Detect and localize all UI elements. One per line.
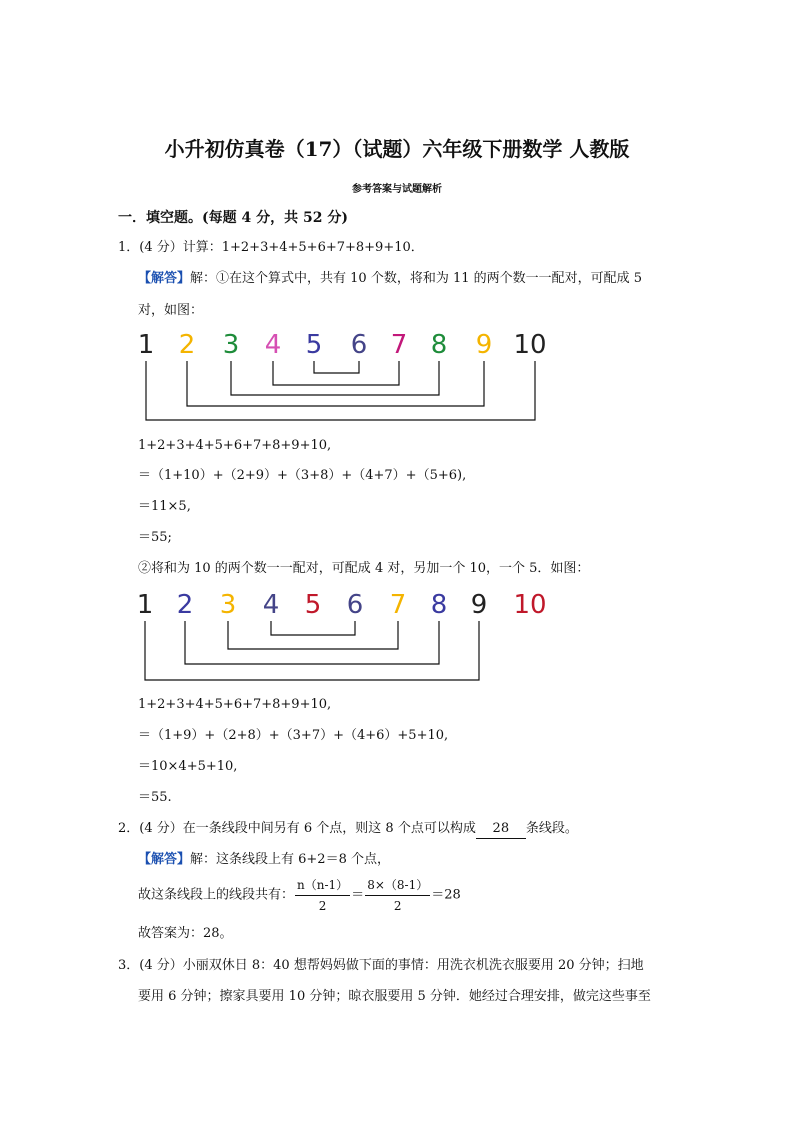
formula-prefix: 故这条线段上的线段共有： bbox=[138, 887, 295, 903]
q1-calc2-line4: ＝55. bbox=[138, 790, 172, 805]
diagram2-number-1: 1 bbox=[136, 590, 154, 620]
diagram2-number-8: 8 bbox=[430, 590, 448, 620]
answer-tag: 【解答】 bbox=[138, 852, 191, 867]
diagram2-number-9: 9 bbox=[470, 590, 488, 620]
q2-prompt-text: 2．(4 分）在一条线段中间另有 6 个点，则这 8 个点可以构成 bbox=[118, 821, 476, 836]
diagram1-number-1: 1 bbox=[137, 330, 155, 360]
diagram2-number-4: 4 bbox=[262, 590, 280, 620]
pair-line-1-10 bbox=[146, 361, 535, 420]
q1-answer-line3: ②将和为 10 的两个数一一配对，可配成 4 对，另加一个 10，一个 5．如图： bbox=[138, 561, 590, 576]
diagram1-number-5: 5 bbox=[305, 330, 323, 360]
page-subtitle: 参考答案与试题解析 bbox=[352, 184, 442, 195]
diagram2-number-3: 3 bbox=[219, 590, 237, 620]
diagram1-number-10: 10 bbox=[513, 330, 547, 360]
diagram1-number-4: 4 bbox=[264, 330, 282, 360]
section-heading: 一．填空题。(每题 4 分，共 52 分) bbox=[118, 210, 348, 226]
q2-answer-line1 bbox=[138, 851, 390, 869]
diagram2-number-7: 7 bbox=[389, 590, 407, 620]
diagram1-number-9: 9 bbox=[475, 330, 493, 360]
diagram1-number-6: 6 bbox=[350, 330, 368, 360]
q2-formula bbox=[138, 876, 461, 915]
diagram1-number-7: 7 bbox=[390, 330, 408, 360]
formula-result: ＝28 bbox=[431, 887, 461, 903]
q2-prompt bbox=[118, 820, 578, 839]
fraction-specific: $\frac{8\times(8-1)}{2}$ bbox=[367, 878, 429, 913]
q3-line1: 3．(4 分）小丽双休日 8：40 想帮妈妈做下面的事情：用洗衣机洗衣服要用 20 分钟；扫地 bbox=[118, 958, 644, 973]
fraction-general: $\frac{n(n-1)}{2}$ bbox=[297, 878, 349, 913]
q1-answer-line1 bbox=[138, 270, 642, 288]
pairing-diagram-2 bbox=[130, 585, 560, 685]
pair-line-3-8 bbox=[231, 361, 439, 395]
q1-calc1-line1: 1+2+3+4+5+6+7+8+9+10, bbox=[138, 438, 332, 453]
q1-answer-text: 解：①在这个算式中，共有 10 个数，将和为 11 的两个数一一配对，可配成 5 bbox=[190, 271, 643, 286]
q1-calc1-line4: ＝55; bbox=[138, 530, 172, 545]
page-title: 小升初仿真卷（17）（试题）六年级下册数学 人教版 bbox=[164, 137, 630, 161]
equals-sign: ＝ bbox=[351, 887, 365, 903]
q1-calc2-line1: 1+2+3+4+5+6+7+8+9+10, bbox=[138, 697, 332, 712]
pairing-diagram-1 bbox=[130, 325, 560, 425]
diagram1-number-8: 8 bbox=[430, 330, 448, 360]
answer-tag: 【解答】 bbox=[138, 271, 191, 286]
diagram2-number-5: 5 bbox=[304, 590, 322, 620]
q1-calc1-line3: ＝11×5, bbox=[138, 499, 191, 514]
q1-calc1-line2: ＝（1+10）+（2+9）+（3+8）+（4+7）+（5+6), bbox=[138, 468, 467, 483]
diagram1-number-3: 3 bbox=[222, 330, 240, 360]
pair-line-2-8 bbox=[185, 621, 439, 664]
q2-prompt-suffix: 条线段。 bbox=[525, 821, 578, 836]
q1-calc2-line2: ＝（1+9）+（2+8）+（3+7）+（4+6）+5+10, bbox=[138, 728, 449, 743]
q2-answer-text: 解：这条线段上有 6+2＝8 个点， bbox=[190, 852, 390, 867]
diagram2-number-10: 10 bbox=[513, 590, 547, 620]
diagram2-number-2: 2 bbox=[176, 590, 194, 620]
diagram2-number-6: 6 bbox=[346, 590, 364, 620]
diagram1-number-2: 2 bbox=[178, 330, 196, 360]
q1-prompt: 1．(4 分）计算：1+2+3+4+5+6+7+8+9+10． bbox=[118, 240, 424, 255]
q1-answer-line2: 对，如图： bbox=[138, 303, 204, 318]
pair-line-1-9 bbox=[145, 621, 479, 680]
q2-answer-blank: 28 bbox=[476, 820, 526, 839]
pair-line-4-6 bbox=[271, 621, 355, 635]
pair-line-5-6 bbox=[314, 361, 359, 373]
q3-line2: 要用 6 分钟；擦家具要用 10 分钟；晾衣服要用 5 分钟．她经过合理安排，做完这些事至 bbox=[138, 989, 651, 1004]
q2-conclusion: 故答案为：28。 bbox=[138, 926, 233, 941]
q1-calc2-line3: ＝10×4+5+10, bbox=[138, 759, 238, 774]
